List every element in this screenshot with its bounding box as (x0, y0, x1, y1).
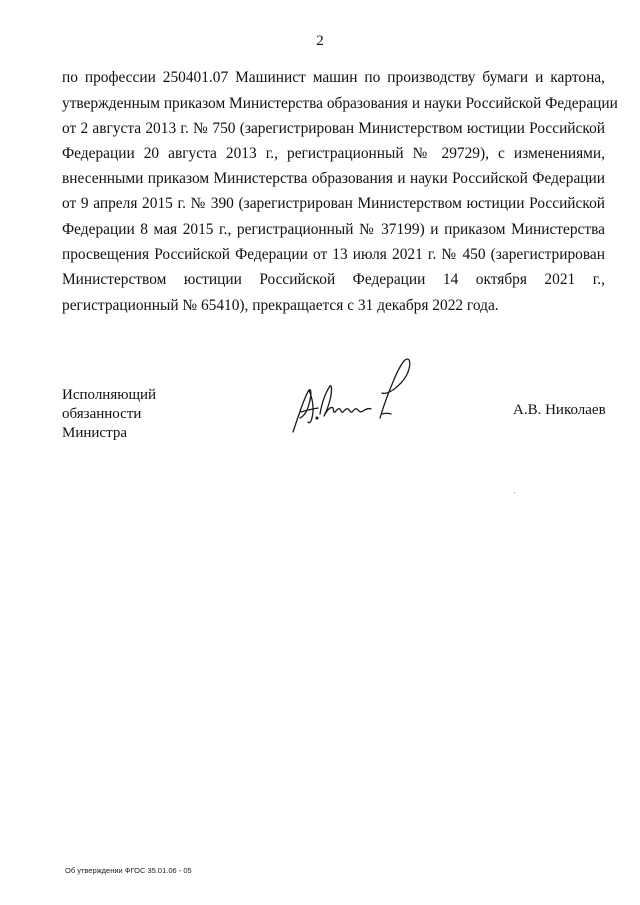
signer-name: А.В. Николаев (513, 402, 606, 418)
body-line: по профессии 250401.07 Машинист машин по производству бумаги и картона, (62, 69, 605, 86)
body-line: внесенными приказом Министерства образования и науки Российской Федерации (62, 170, 605, 187)
position-line: Министра (62, 425, 127, 441)
page-number: 2 (316, 33, 324, 49)
body-line: утвержденным приказом Министерства образования и науки Российской Федерации (62, 95, 618, 112)
position-line: обязанности (62, 406, 142, 422)
scan-speck (514, 492, 515, 493)
body-line: регистрационный № 65410), прекращается с 31 декабря 2022 года. (62, 297, 499, 314)
signatory-position (62, 386, 156, 443)
body-line: просвещения Российской Федерации от 13 июля 2021 г. № 450 (зарегистрирован (62, 246, 605, 263)
body-line: Федерации 8 мая 2015 г., регистрационный № 37199) и приказом Министерства (62, 221, 605, 238)
signature (287, 352, 417, 440)
footer-note: Об утверждении ФГОС 35.01.06 - 05 (65, 866, 192, 875)
body-line: Министерством юстиции Российской Федерации 14 октября 2021 г., (62, 271, 605, 288)
body-line: Федерации 20 августа 2013 г., регистрационный № 29729), с изменениями, (62, 145, 605, 162)
body-line: от 2 августа 2013 г. № 750 (зарегистрирован Министерством юстиции Российской (62, 120, 605, 137)
body-line: от 9 апреля 2015 г. № 390 (зарегистрирован Министерством юстиции Российской (62, 195, 605, 212)
position-line: Исполняющий (62, 387, 157, 403)
